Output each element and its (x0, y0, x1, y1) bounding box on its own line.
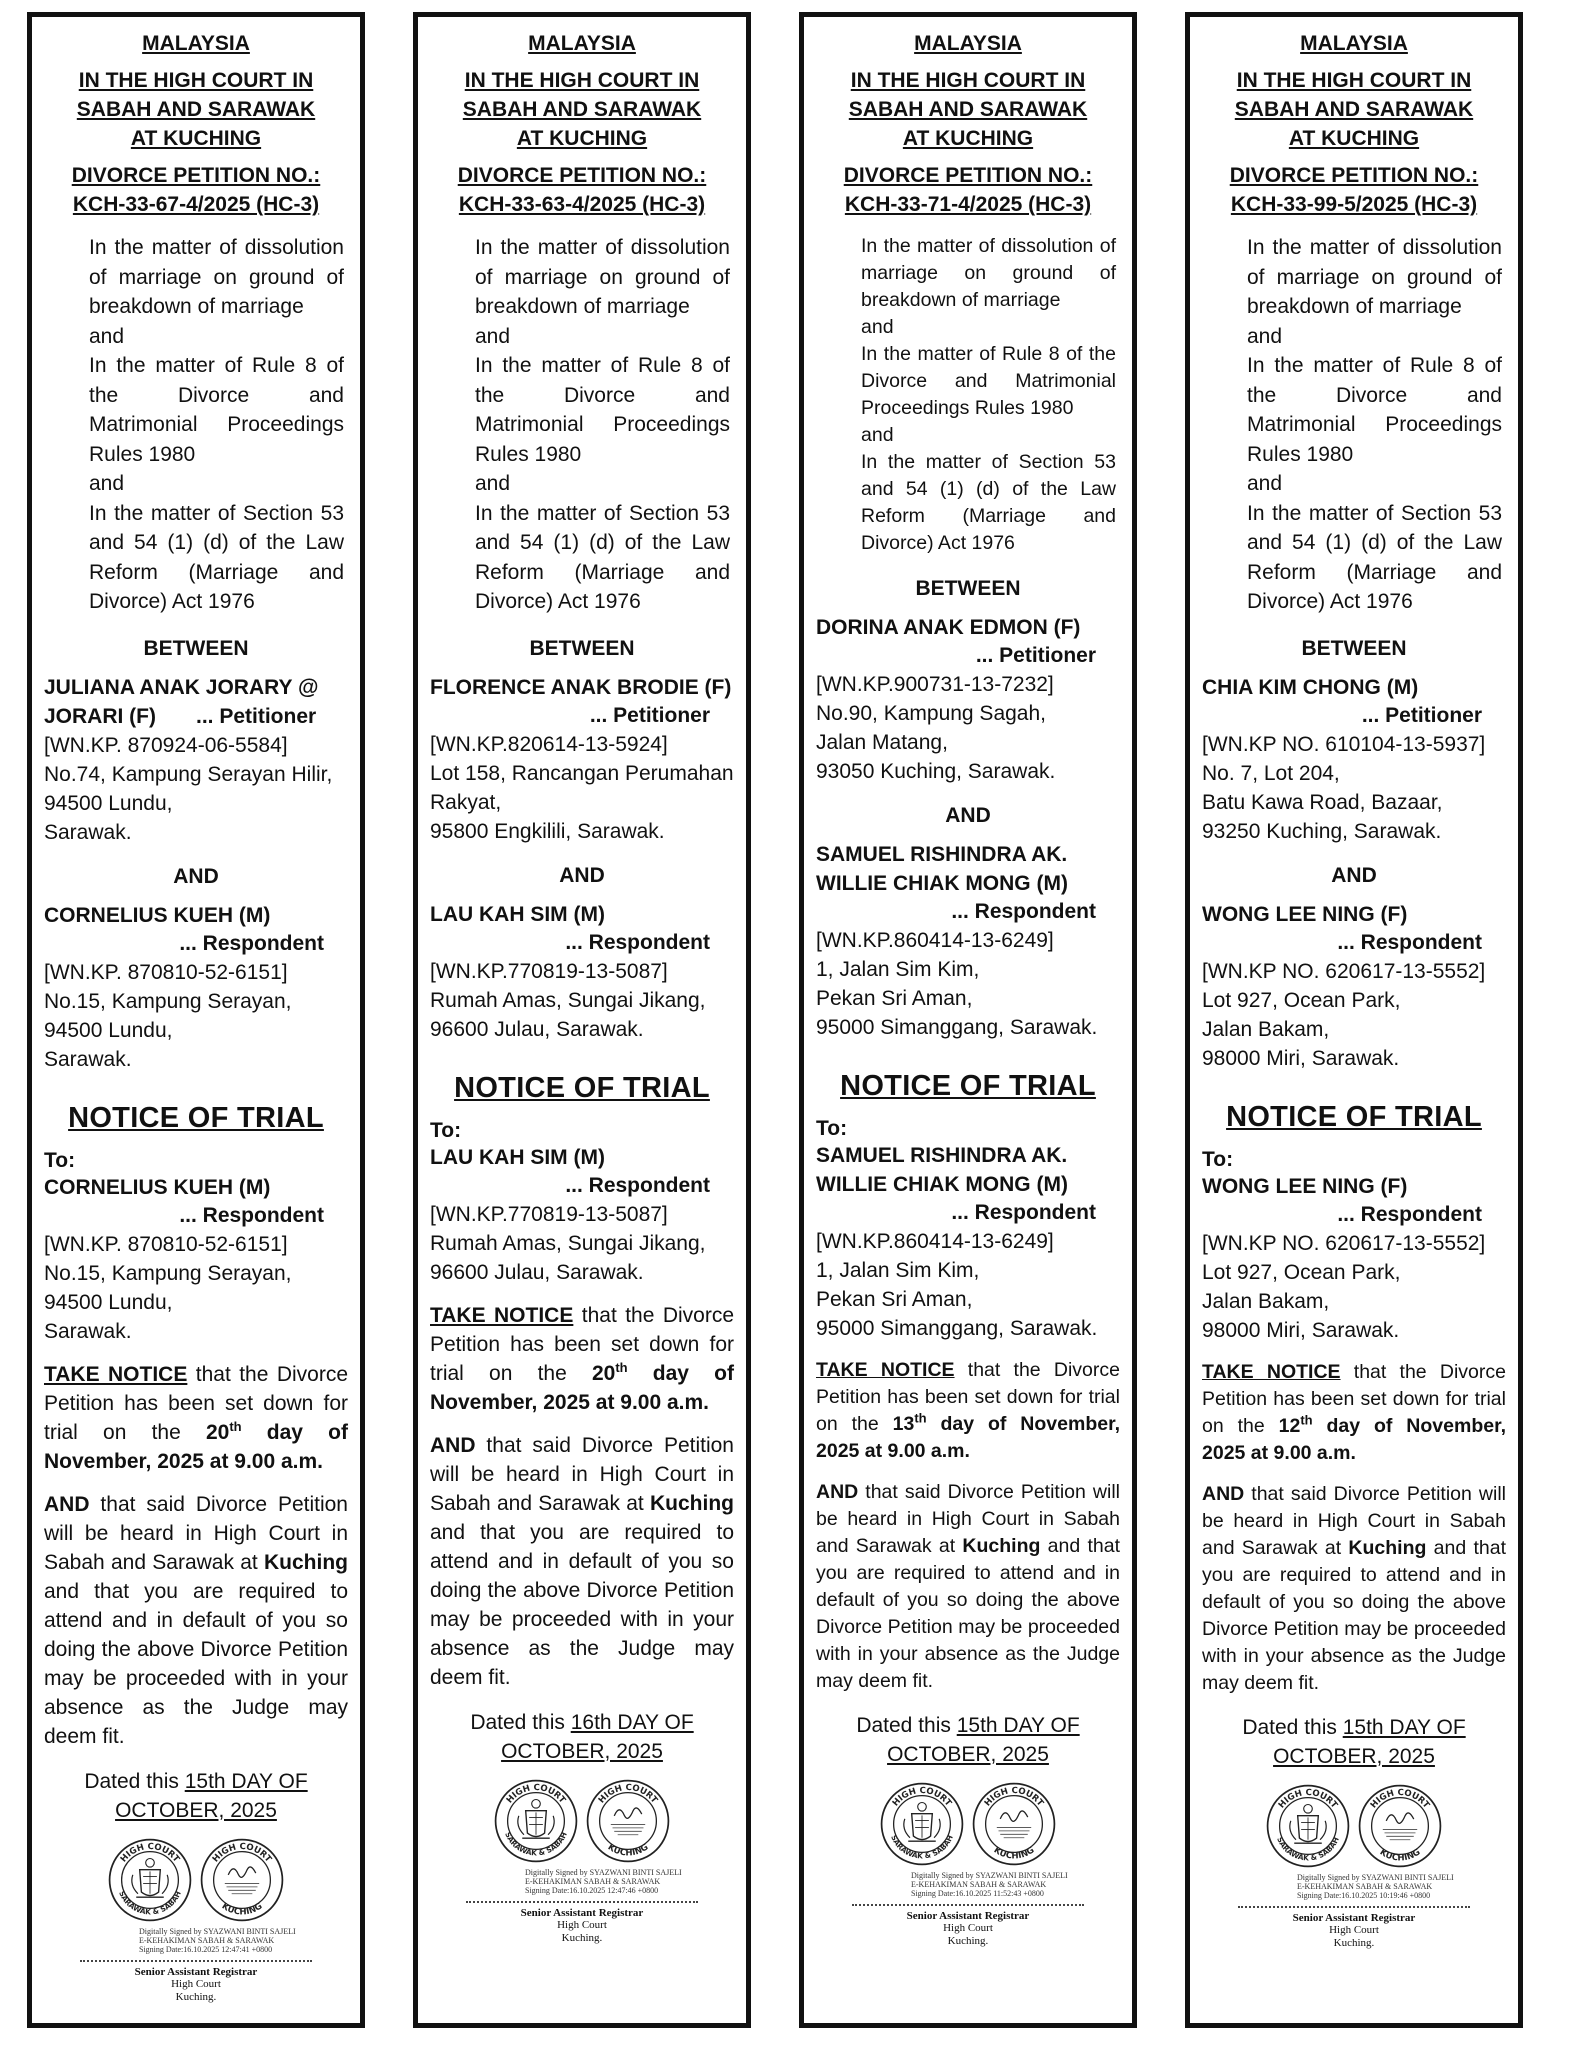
respondent-name-line-2: WILLIE CHIAK MONG (M) (816, 872, 1068, 895)
address-line: 98000 Miri, Sarawak. (1202, 1046, 1400, 1070)
svg-text:KUCHING: KUCHING (605, 1841, 651, 1859)
address-line: Sarawak. (44, 820, 132, 844)
and-separator: AND (945, 804, 991, 827)
petitioner-role: ... Petitioner (1361, 703, 1482, 727)
notice-of-trial-title: NOTICE OF TRIAL (454, 1071, 710, 1104)
svg-text:HIGH COURT: HIGH COURT (982, 1785, 1046, 1809)
registrar-court: High Court (557, 1918, 607, 1931)
respondent-role: ... Respondent (1337, 930, 1482, 954)
respondent-name-line-1: WONG LEE NING (F) (1202, 902, 1408, 926)
to-address (1202, 1229, 1506, 1345)
take-notice-paragraph: TAKE NOTICE that the Divorce Petition has been set down for trial on the 20th day of November, 2025 at 9.00 a.m. (44, 1362, 348, 1473)
dated-line: Dated this 16th DAY OF OCTOBER, 2025 (470, 1710, 694, 1763)
respondent-address (44, 958, 348, 1074)
svg-text:HIGH COURT: HIGH COURT (118, 1841, 182, 1865)
notice-column-3 (799, 12, 1137, 2028)
address-line: Lot 158, Rancangan Perumahan Rakyat, (430, 761, 734, 814)
to-role: ... Respondent (1337, 1202, 1482, 1226)
registrar-court: High Court (943, 1922, 993, 1934)
matter-and-1: and (861, 316, 894, 338)
petition-number: KCH-33-99-5/2025 (HC-3) (1230, 193, 1478, 216)
address-line: 94500 Lundu, (44, 1018, 173, 1042)
high-court-seal-icon (493, 1778, 579, 1864)
address-line: 1, Jalan Sim Kim, (816, 1259, 980, 1282)
matter-and-1: and (1247, 324, 1283, 348)
digital-signature-note: Digitally Signed by SYAZWANI BINTI SAJELI E-KEHAKIMAN SABAH & SARAWAK Signing Date:16.10.2025 10:19:46 +0800 (1297, 1872, 1454, 1900)
take-notice-paragraph: TAKE NOTICE that the Divorce Petition has been set down for trial on the 13th day of November, 2025 at 9.00 a.m. (816, 1359, 1121, 1462)
court-heading-2: SABAH AND SARAWAK (462, 98, 702, 121)
matter-dissolution: In the matter of dissolution of marriage on ground of breakdown of marriage (89, 236, 344, 318)
take-notice-label: TAKE NOTICE (430, 1303, 574, 1327)
matter-rule-8: In the matter of Rule 8 of the Divorce and Matrimonial Proceedings Rules 1980 (861, 343, 1116, 419)
address-line: 93050 Kuching, Sarawak. (816, 760, 1056, 783)
petitioner-name-line-1: JULIANA ANAK JORARY @ (44, 675, 319, 699)
to-name (1202, 1172, 1506, 1201)
matter-block (1247, 233, 1502, 617)
address-line: [WN.KP NO. 620617-13-5552] (1202, 1231, 1486, 1255)
svg-text:KUCHING: KUCHING (1377, 1846, 1423, 1864)
matter-section-53: In the matter of Section 53 and 54 (1) (d) of the Law Reform (Marriage and Divorce) Act 1976 (89, 501, 344, 613)
address-line: [WN.KP. 870924-06-5584] (44, 733, 288, 757)
registrar-court: High Court (171, 1977, 221, 1990)
respondent-name-line-1: SAMUEL RISHINDRA AK. (816, 843, 1068, 866)
between-label: BETWEEN (529, 636, 635, 660)
to-name-line-1: CORNELIUS KUEH (M) (44, 1175, 271, 1199)
address-line: 96600 Julau, Sarawak. (430, 1260, 644, 1284)
petitioner-name-line-1: DORINA ANAK EDMON (F) (816, 616, 1081, 639)
signature-dotted-line (80, 1960, 312, 1962)
court-heading-2: SABAH AND SARAWAK (848, 98, 1088, 121)
court-seals (44, 1837, 348, 1923)
high-court-seal-icon (879, 1781, 965, 1867)
address-line: Jalan Bakam, (1202, 1289, 1330, 1313)
take-notice-paragraph: TAKE NOTICE that the Divorce Petition has been set down for trial on the 20th day of November, 2025 at 9.00 a.m. (430, 1303, 734, 1414)
to-name-line-2: WILLIE CHIAK MONG (M) (816, 1173, 1068, 1196)
address-line: Jalan Matang, (816, 731, 948, 754)
matter-rule-8: In the matter of Rule 8 of the Divorce and Matrimonial Proceedings Rules 1980 (89, 354, 344, 466)
matter-block (861, 233, 1116, 557)
court-seals (1202, 1783, 1506, 1869)
country-heading: MALAYSIA (528, 32, 636, 55)
high-court-seal-icon (107, 1837, 193, 1923)
digital-signature-note: Digitally Signed by SYAZWANI BINTI SAJELI E-KEHAKIMAN SABAH & SARAWAK Signing Date:16.10.2025 12:47:46 +0800 (525, 1867, 682, 1895)
petitioner-role: ... Petitioner (975, 644, 1096, 667)
to-name (430, 1143, 734, 1172)
court-seals (816, 1781, 1120, 1867)
address-line: 96600 Julau, Sarawak. (430, 1017, 644, 1041)
registrar-place: Kuching. (175, 1990, 217, 2003)
address-line: 94500 Lundu, (44, 1290, 173, 1314)
petitioner-name (1202, 673, 1506, 702)
petitioner-address (44, 731, 348, 847)
petition-label: DIVORCE PETITION NO.: (457, 164, 707, 187)
address-line: 95000 Simanggang, Sarawak. (816, 1016, 1098, 1039)
petitioner-name-line-2: JORARI (F) ... Petitioner (44, 704, 317, 728)
signature-dotted-line (1238, 1906, 1470, 1908)
registrar-place: Kuching. (1333, 1936, 1375, 1949)
to-role: ... Respondent (951, 1201, 1096, 1224)
to-label: To: (816, 1117, 848, 1140)
respondent-name-line-1: CORNELIUS KUEH (M) (44, 903, 271, 927)
matter-section-53: In the matter of Section 53 and 54 (1) (d) of the Law Reform (Marriage and Divorce) Act 1976 (861, 451, 1116, 554)
matter-and-2: and (1247, 472, 1283, 495)
petitioner-name-line-1: FLORENCE ANAK BRODIE (F) (430, 675, 732, 699)
address-line: 95000 Simanggang, Sarawak. (816, 1317, 1098, 1340)
matter-and-1: and (475, 324, 511, 348)
address-line: Rumah Amas, Sungai Jikang, (430, 1231, 706, 1255)
to-role: ... Respondent (179, 1203, 324, 1227)
address-line: No.15, Kampung Serayan, (44, 1261, 292, 1285)
respondent-role: ... Respondent (565, 930, 710, 954)
take-notice-label: TAKE NOTICE (1202, 1360, 1341, 1383)
respondent-name (44, 901, 348, 930)
registrar-place: Kuching. (561, 1931, 603, 1944)
notice-column-1 (27, 12, 365, 2028)
address-line: Jalan Bakam, (1202, 1017, 1330, 1041)
svg-text:KUCHING: KUCHING (991, 1845, 1037, 1862)
to-label: To: (44, 1148, 76, 1172)
court-heading-1: IN THE HIGH COURT IN (78, 69, 314, 92)
between-label: BETWEEN (1301, 636, 1407, 660)
svg-text:HIGH COURT: HIGH COURT (210, 1841, 274, 1865)
address-line: Lot 927, Ocean Park, (1202, 988, 1401, 1012)
court-seals (430, 1778, 734, 1864)
svg-text:SARAWAK & SABAH: SARAWAK & SABAH (503, 1830, 569, 1858)
address-line: [WN.KP NO. 610104-13-5937] (1202, 732, 1486, 756)
registrar-court: High Court (1329, 1923, 1379, 1936)
digital-signature-note: Digitally Signed by SYAZWANI BINTI SAJELI E-KEHAKIMAN SABAH & SARAWAK Signing Date:16.10.2025 12:47:41 +0800 (139, 1926, 296, 1954)
to-name (816, 1141, 1120, 1199)
court-heading-3: AT KUCHING (1288, 127, 1420, 150)
take-notice-paragraph: TAKE NOTICE that the Divorce Petition has been set down for trial on the 12th day of November, 2025 at 9.00 a.m. (1202, 1360, 1507, 1464)
petition-label: DIVORCE PETITION NO.: (1229, 164, 1479, 187)
matter-and-2: and (89, 472, 125, 495)
address-line: [WN.KP. 870810-52-6151] (44, 960, 288, 984)
and-separator: AND (559, 863, 605, 887)
respondent-address (816, 926, 1120, 1042)
petition-label: DIVORCE PETITION NO.: (843, 164, 1093, 187)
take-notice-label: TAKE NOTICE (816, 1359, 955, 1381)
notice-of-trial-title: NOTICE OF TRIAL (840, 1070, 1096, 1102)
address-line: [WN.KP.860414-13-6249] (816, 929, 1054, 952)
to-role: ... Respondent (565, 1173, 710, 1197)
registrar-signature-seal-icon (1357, 1783, 1443, 1869)
registrar-title: Senior Assistant Registrar (1292, 1911, 1416, 1924)
address-line: 95800 Engkilili, Sarawak. (430, 819, 665, 843)
petition-number: KCH-33-71-4/2025 (HC-3) (844, 193, 1092, 216)
matter-dissolution: In the matter of dissolution of marriage on ground of breakdown of marriage (475, 236, 730, 318)
registrar-signature-seal-icon (971, 1781, 1057, 1867)
address-line: [WN.KP. 870810-52-6151] (44, 1232, 288, 1256)
country-heading: MALAYSIA (914, 32, 1022, 55)
dated-line: Dated this 15th DAY OF OCTOBER, 2025 (1242, 1715, 1466, 1768)
notice-of-trial-title: NOTICE OF TRIAL (1226, 1100, 1482, 1133)
petition-label: DIVORCE PETITION NO.: (71, 164, 321, 187)
hearing-paragraph: AND that said Divorce Petition will be heard in High Court in Sabah and Sarawak at Kuching and that you are required to attend and in default of you so doing the above Divorce Petition may be proceeded with in your absence as the Judge may deem fit. (430, 1433, 734, 1689)
to-address (44, 1230, 348, 1346)
matter-block (89, 233, 344, 617)
petitioner-name (816, 613, 1120, 642)
court-heading-2: SABAH AND SARAWAK (1234, 98, 1474, 121)
address-line: Sarawak. (44, 1047, 132, 1071)
hearing-paragraph: AND that said Divorce Petition will be heard in High Court in Sabah and Sarawak at Kuching and that you are required to attend and in default of you so doing the above Divorce Petition may be proceeded with in your absence as the Judge may deem fit. (816, 1481, 1120, 1692)
to-address (816, 1227, 1120, 1343)
address-line: Pekan Sri Aman, (816, 1288, 973, 1311)
matter-and-2: and (475, 472, 511, 495)
registrar-title: Senior Assistant Registrar (520, 1906, 644, 1919)
respondent-name (430, 900, 734, 929)
dated-line: Dated this 15th DAY OF OCTOBER, 2025 (84, 1769, 308, 1822)
to-name (44, 1173, 348, 1202)
matter-dissolution: In the matter of dissolution of marriage on ground of breakdown of marriage (1247, 236, 1502, 318)
to-label: To: (430, 1118, 462, 1142)
petition-number: KCH-33-67-4/2025 (HC-3) (72, 193, 320, 216)
to-name-line-1: WONG LEE NING (F) (1202, 1174, 1408, 1198)
dated-line: Dated this 15th DAY OF OCTOBER, 2025 (856, 1714, 1080, 1766)
svg-text:HIGH COURT: HIGH COURT (890, 1785, 954, 1809)
matter-rule-8: In the matter of Rule 8 of the Divorce and Matrimonial Proceedings Rules 1980 (1247, 354, 1502, 466)
country-heading: MALAYSIA (142, 32, 250, 55)
petitioner-role: ... Petitioner (196, 704, 317, 728)
petitioner-address (1202, 730, 1506, 846)
address-line: Pekan Sri Aman, (816, 987, 973, 1010)
country-heading: MALAYSIA (1300, 32, 1408, 55)
address-line: 1, Jalan Sim Kim, (816, 958, 980, 981)
address-line: Sarawak. (44, 1319, 132, 1343)
svg-text:HIGH COURT: HIGH COURT (1276, 1787, 1340, 1811)
address-line: 98000 Miri, Sarawak. (1202, 1318, 1400, 1342)
petitioner-name-line-1: CHIA KIM CHONG (M) (1202, 675, 1419, 699)
court-heading-3: AT KUCHING (516, 127, 648, 150)
svg-text:HIGH COURT: HIGH COURT (596, 1782, 660, 1806)
address-line: No.15, Kampung Serayan, (44, 989, 292, 1013)
respondent-address (1202, 957, 1506, 1073)
address-line: Rumah Amas, Sungai Jikang, (430, 988, 706, 1012)
to-address (430, 1200, 734, 1287)
petitioner-address (816, 670, 1120, 786)
address-line: 93250 Kuching, Sarawak. (1202, 819, 1442, 843)
address-line: [WN.KP.820614-13-5924] (430, 732, 668, 756)
registrar-signature-seal-icon (199, 1837, 285, 1923)
address-line: 94500 Lundu, (44, 791, 173, 815)
matter-block (475, 233, 730, 617)
registrar-title: Senior Assistant Registrar (906, 1910, 1030, 1922)
court-heading-3: AT KUCHING (130, 127, 262, 150)
and-separator: AND (1331, 863, 1377, 887)
matter-and-1: and (89, 324, 125, 348)
respondent-name-line-1: LAU KAH SIM (M) (430, 902, 605, 926)
respondent-role: ... Respondent (951, 900, 1096, 923)
court-heading-3: AT KUCHING (902, 127, 1034, 150)
address-line: [WN.KP.770819-13-5087] (430, 1202, 668, 1226)
address-line: No.74, Kampung Serayan Hilir, (44, 762, 333, 786)
court-heading-1: IN THE HIGH COURT IN (1236, 69, 1472, 92)
between-label: BETWEEN (143, 636, 249, 660)
court-heading-1: IN THE HIGH COURT IN (850, 69, 1086, 92)
address-line: [WN.KP.900731-13-7232] (816, 673, 1054, 696)
svg-text:SARAWAK & SABAH: SARAWAK & SABAH (1275, 1835, 1341, 1863)
petitioner-name (44, 673, 348, 731)
hearing-paragraph: AND that said Divorce Petition will be heard in High Court in Sabah and Sarawak at Kuching and that you are required to attend and in default of you so doing the above Divorce Petition may be proceeded with in your absence as the Judge may deem fit. (44, 1492, 348, 1748)
matter-rule-8: In the matter of Rule 8 of the Divorce and Matrimonial Proceedings Rules 1980 (475, 354, 730, 466)
take-notice-label: TAKE NOTICE (44, 1362, 188, 1386)
svg-text:HIGH COURT: HIGH COURT (1368, 1787, 1432, 1811)
matter-dissolution: In the matter of dissolution of marriage on ground of breakdown of marriage (861, 235, 1116, 311)
to-name-line-1: SAMUEL RISHINDRA AK. (816, 1144, 1068, 1167)
address-line: [WN.KP.770819-13-5087] (430, 959, 668, 983)
svg-text:SARAWAK & SABAH: SARAWAK & SABAH (117, 1889, 183, 1917)
address-line: No.90, Kampung Sagah, (816, 702, 1046, 725)
matter-section-53: In the matter of Section 53 and 54 (1) (d) of the Law Reform (Marriage and Divorce) Act 1976 (1247, 501, 1502, 613)
court-heading-2: SABAH AND SARAWAK (76, 98, 316, 121)
petitioner-role: ... Petitioner (589, 703, 710, 727)
court-heading-1: IN THE HIGH COURT IN (464, 69, 700, 92)
to-label: To: (1202, 1147, 1234, 1171)
address-line: No. 7, Lot 204, (1202, 761, 1340, 785)
matter-and-2: and (861, 424, 894, 446)
svg-text:HIGH COURT: HIGH COURT (504, 1782, 568, 1806)
registrar-title: Senior Assistant Registrar (134, 1965, 258, 1978)
address-line: Lot 927, Ocean Park, (1202, 1260, 1401, 1284)
matter-section-53: In the matter of Section 53 and 54 (1) (d) of the Law Reform (Marriage and Divorce) Act 1976 (475, 501, 730, 613)
svg-text:KUCHING: KUCHING (219, 1900, 265, 1918)
signature-dotted-line (466, 1901, 698, 1903)
respondent-name (1202, 900, 1506, 929)
address-line: [WN.KP NO. 620617-13-5552] (1202, 959, 1486, 983)
and-separator: AND (173, 864, 219, 888)
petition-number: KCH-33-63-4/2025 (HC-3) (458, 193, 706, 216)
petitioner-address (430, 730, 734, 846)
between-label: BETWEEN (915, 577, 1021, 600)
registrar-signature-seal-icon (585, 1778, 671, 1864)
respondent-name (816, 840, 1120, 898)
high-court-seal-icon (1265, 1783, 1351, 1869)
signature-dotted-line (852, 1904, 1084, 1906)
to-name-line-1: LAU KAH SIM (M) (430, 1145, 605, 1169)
respondent-role: ... Respondent (179, 931, 324, 955)
digital-signature-note: Digitally Signed by SYAZWANI BINTI SAJELI E-KEHAKIMAN SABAH & SARAWAK Signing Date:16.10.2025 11:52:43 +0800 (911, 1871, 1068, 1898)
notice-column-4 (1185, 12, 1523, 2028)
address-line: [WN.KP.860414-13-6249] (816, 1230, 1054, 1253)
petitioner-name (430, 673, 734, 702)
registrar-place: Kuching. (947, 1935, 989, 1947)
hearing-paragraph: AND that said Divorce Petition will be heard in High Court in Sabah and Sarawak at Kuching and that you are required to attend and in default of you so doing the above Divorce Petition may be proceeded with in your absence as the Judge may deem fit. (1202, 1482, 1506, 1694)
svg-text:SARAWAK & SABAH: SARAWAK & SABAH (889, 1833, 955, 1861)
respondent-address (430, 957, 734, 1044)
notice-of-trial-title: NOTICE OF TRIAL (68, 1101, 324, 1134)
notice-column-2 (413, 12, 751, 2028)
address-line: Batu Kawa Road, Bazaar, (1202, 790, 1443, 814)
